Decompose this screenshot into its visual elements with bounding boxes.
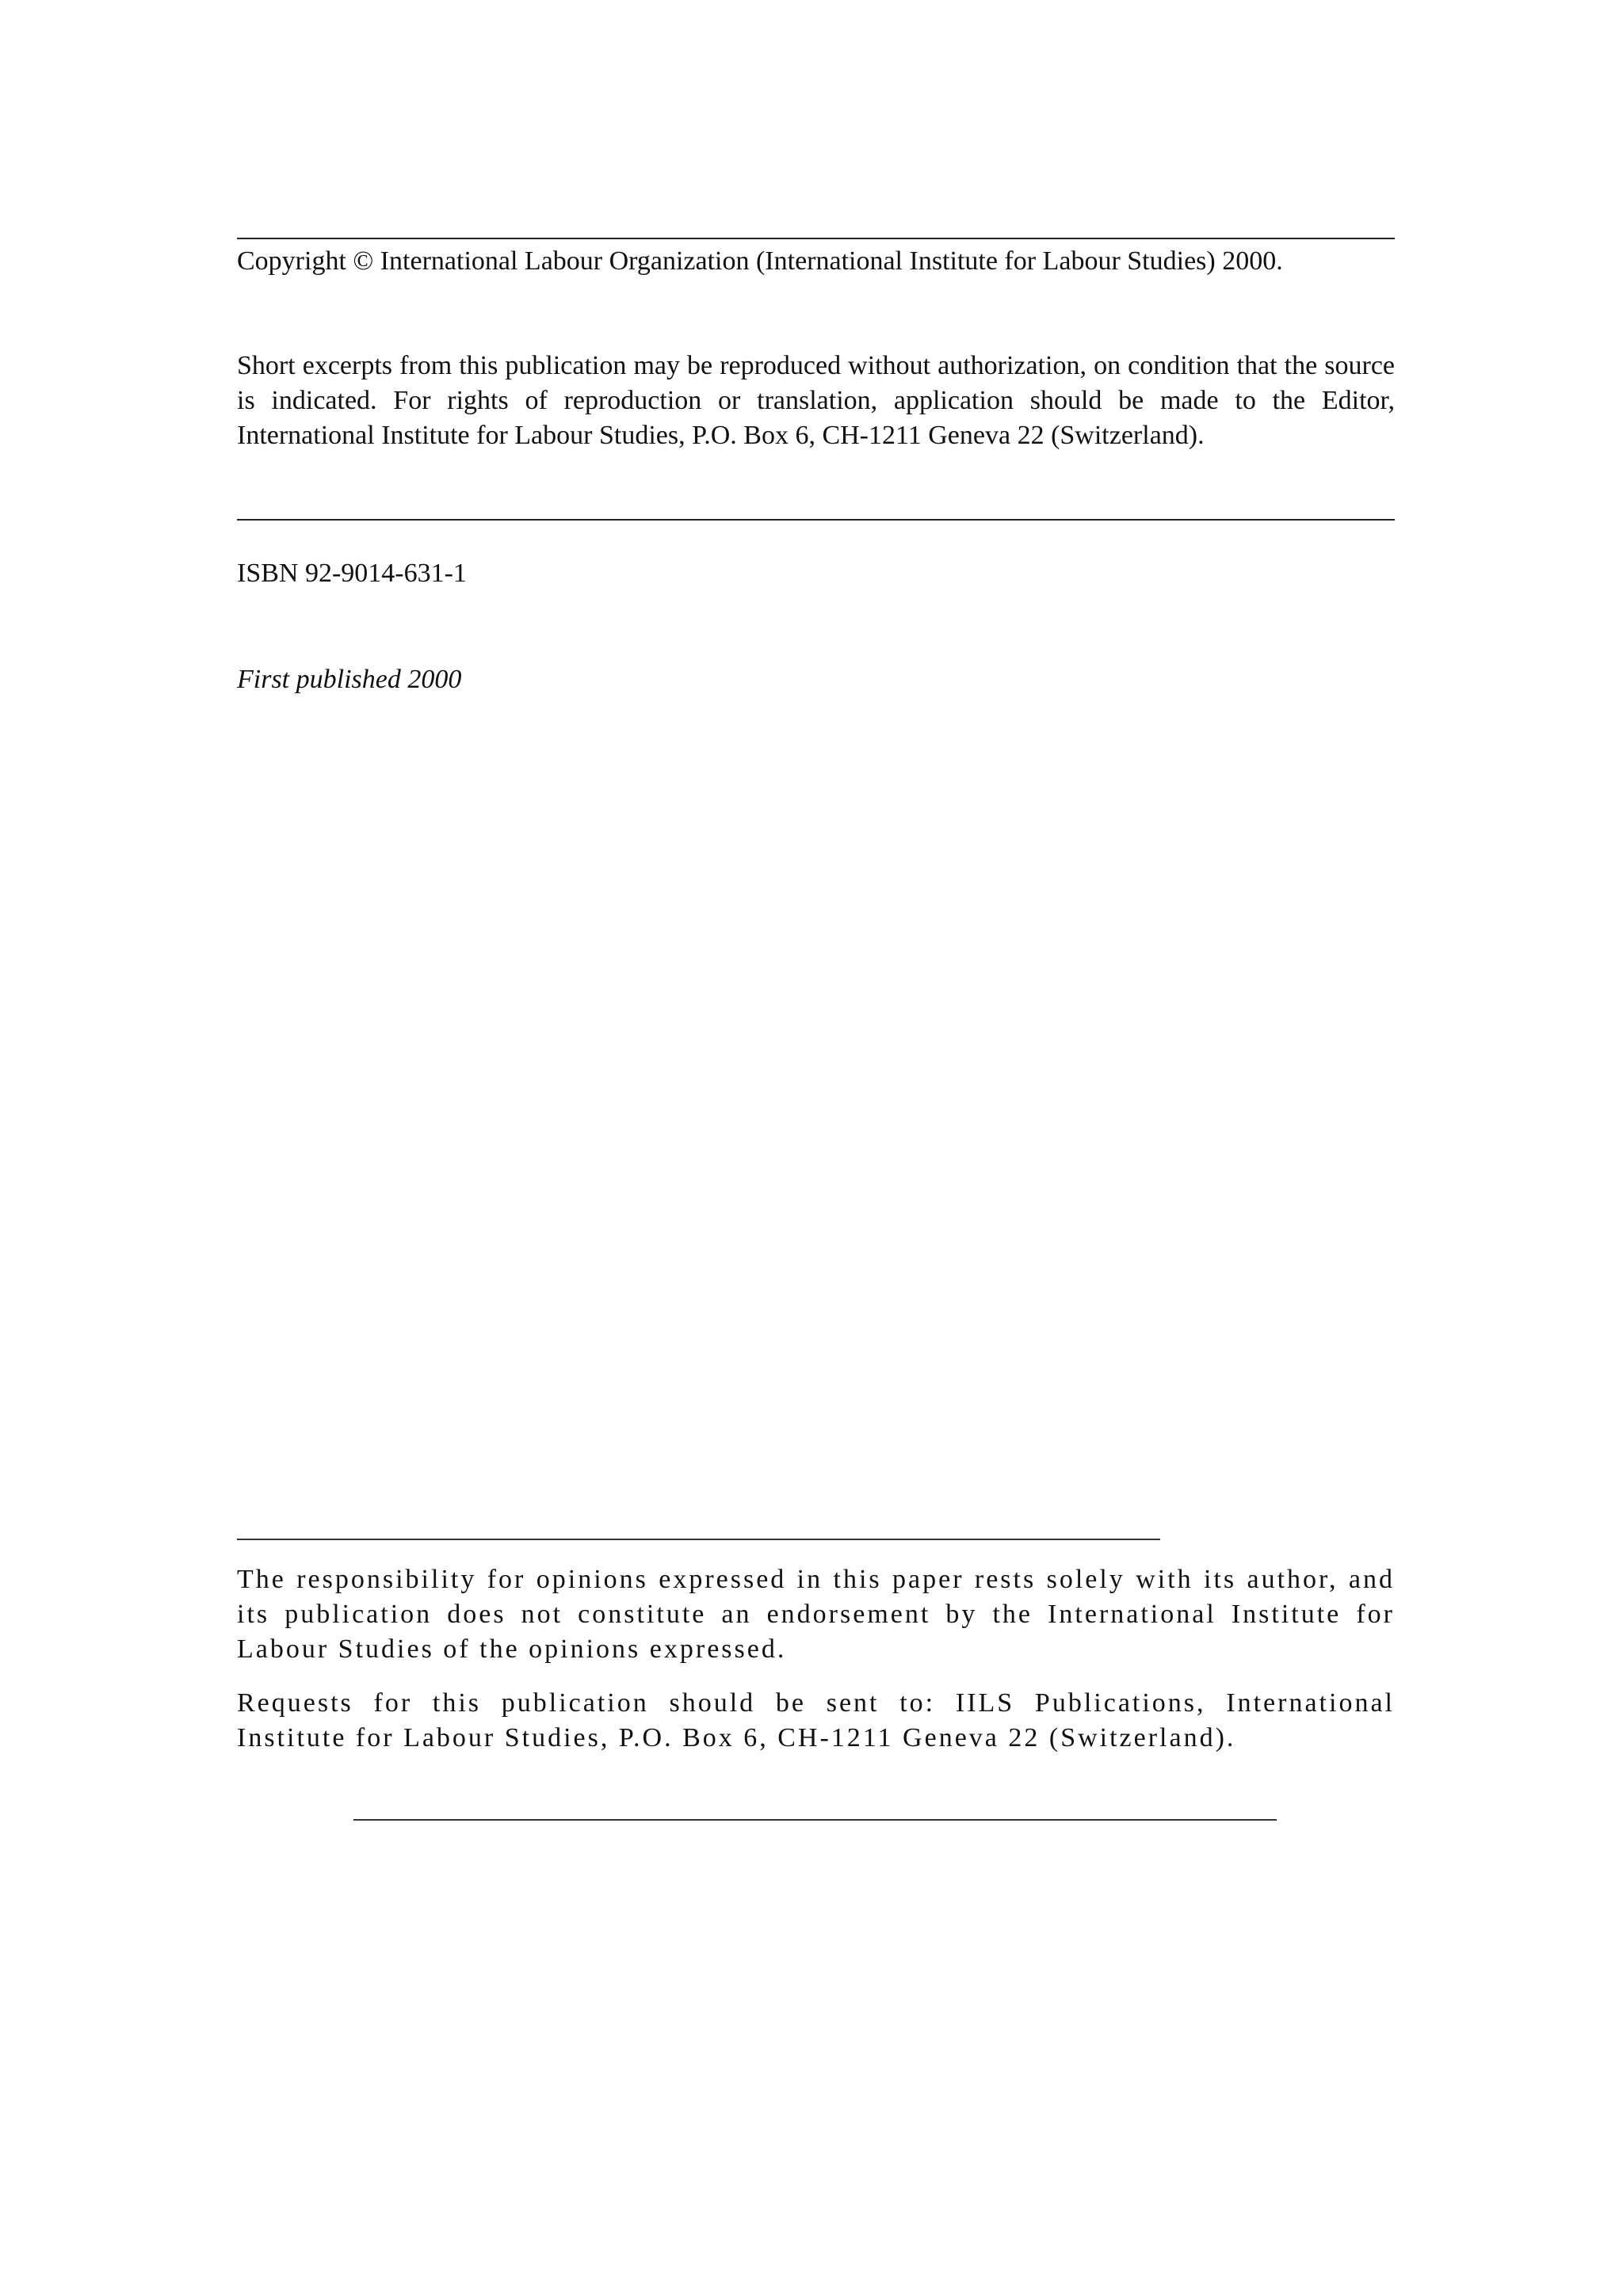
requests-bottom-line: [353, 1819, 1277, 1821]
copyright-text: Copyright © International Labour Organization (International Institute for Labour Studies) 2000.: [237, 246, 1283, 276]
disclaimer-text: The responsibility for opinions expressed in this paper rests solely with its author, and its publication does not constitute an endorsement by the International Institute for Labour Studies of the opinions expressed.: [237, 1565, 1395, 1664]
disclaimer-block: [237, 1562, 1395, 1667]
requests-block: [237, 1686, 1395, 1756]
top-rule: [237, 238, 1395, 239]
first-published: First published 2000: [237, 665, 462, 694]
disclaimer-top-line: [237, 1539, 1160, 1540]
isbn: ISBN 92-9014-631-1: [237, 559, 467, 588]
copyright-notice: [237, 244, 1395, 279]
middle-rule: [237, 519, 1395, 521]
excerpts-text: Short excerpts from this publication may be reproduced without authorization, on condition that the source is indicated. For rights of reproduction or translation, application should be made to the Editor, International Institute for Labour Studies, P.O. Box 6, CH-1211 Geneva 22 (Switzerland).: [237, 351, 1395, 450]
reproduction-notice: [237, 349, 1395, 453]
requests-text: Requests for this publication should be sent to: IILS Publications, International Institute for Labour Studies, P.O. Box 6, CH-1211 Geneva 22 (Switzerland).: [237, 1688, 1395, 1753]
